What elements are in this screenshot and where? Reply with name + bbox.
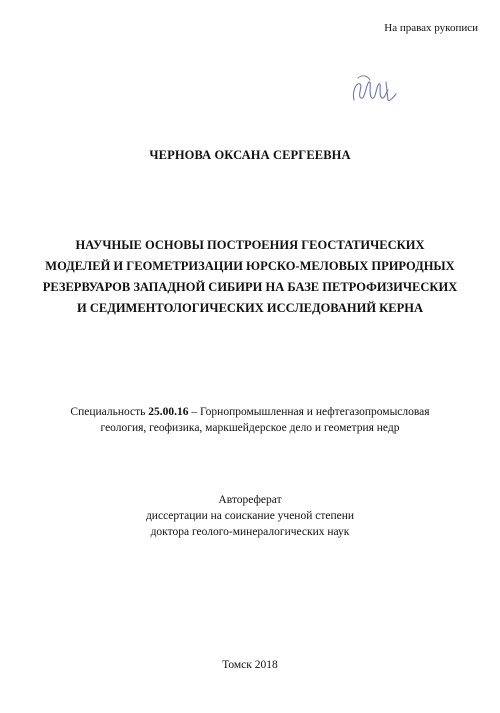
specialty-line-2: геология, геофизика, маркшейдерское дело и геометрия недр xyxy=(100,422,400,434)
abstract-label: Автореферат xyxy=(218,494,282,506)
title-line: И СЕДИМЕНТОЛОГИЧЕСКИХ ИССЛЕДОВАНИЙ КЕРНА xyxy=(77,301,423,315)
place-year: Томск 2018 xyxy=(222,659,278,671)
specialty-prefix: Специальность xyxy=(70,406,149,418)
dissertation-title xyxy=(30,235,470,319)
specialty-name: – Горнопромышленная и нефтегазопромысловая xyxy=(188,406,430,418)
title-line: МОДЕЛЕЙ И ГЕОМЕТРИЗАЦИИ ЮРСКО-МЕЛОВЫХ ПРИРОДНЫХ xyxy=(45,259,455,273)
author-name: ЧЕРНОВА ОКСАНА СЕРГЕЕВНА xyxy=(149,148,351,162)
specialty-code: 25.00.16 xyxy=(148,406,189,418)
specialty-block xyxy=(30,404,470,436)
abstract-block xyxy=(0,492,500,540)
degree-line: доктора геолого-минералогических наук xyxy=(150,526,350,538)
handwritten-signature xyxy=(348,70,400,110)
rights-notice: На правах рукописи xyxy=(384,22,478,34)
title-line: РЕЗЕРВУАРОВ ЗАПАДНОЙ СИБИРИ НА БАЗЕ ПЕТРОФИЗИЧЕСКИХ xyxy=(42,280,458,294)
degree-line: диссертации на соискание ученой степени xyxy=(145,510,355,522)
specialty-line-1 xyxy=(30,404,470,420)
title-line: НАУЧНЫЕ ОСНОВЫ ПОСТРОЕНИЯ ГЕОСТАТИЧЕСКИХ xyxy=(75,238,425,252)
